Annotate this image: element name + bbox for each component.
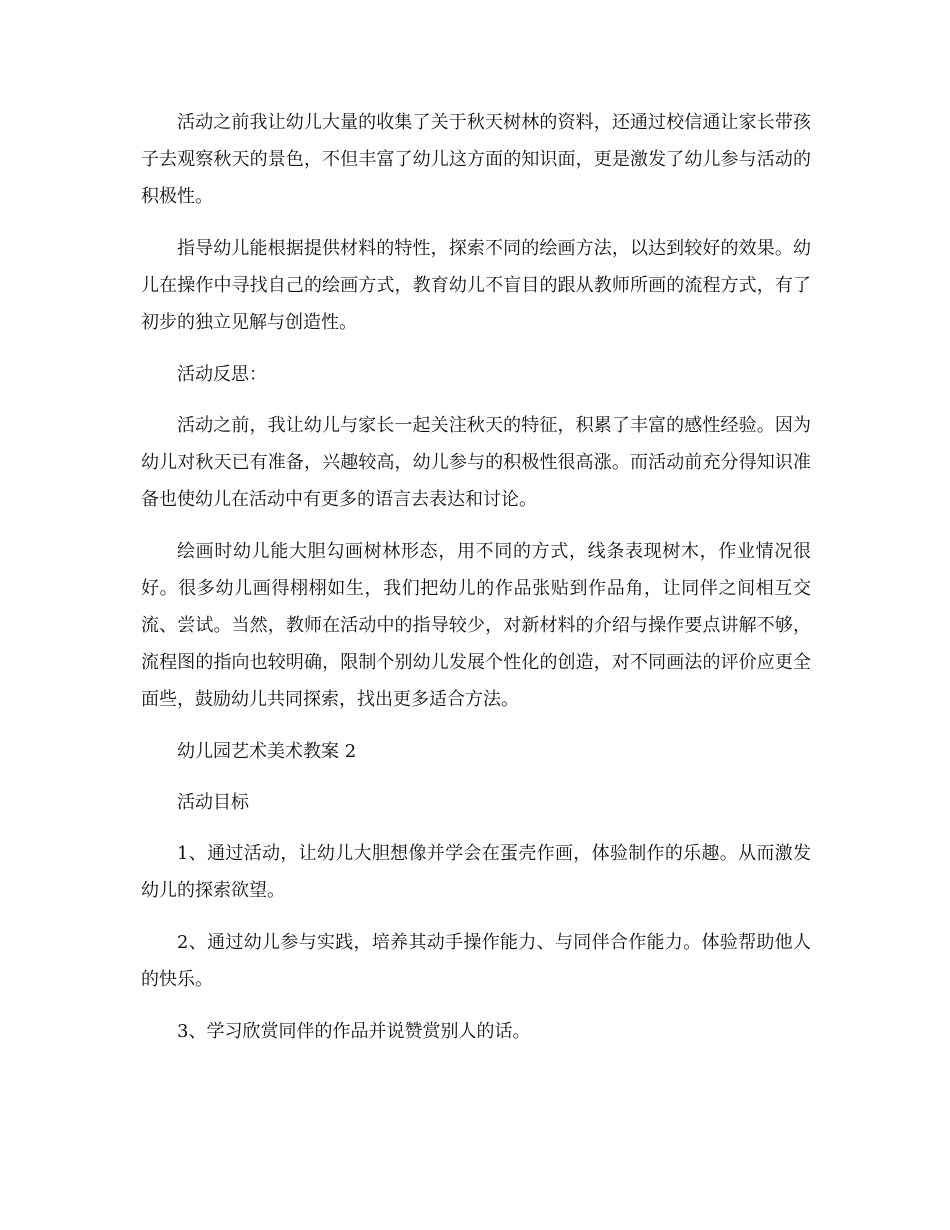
heading-activity-goals: 活动目标: [177, 792, 249, 813]
paragraph-guidance: 指导幼儿能根据提供材料的特性，探索不同的绘画方法，以达到较好的效果。幼儿在操作中寻找自己的绘画方式，教育幼儿不盲目的跟从教师所画的流程方式，有了初步的独立见解与创造性。: [141, 238, 811, 333]
paragraph-preparation: 活动之前我让幼儿大量的收集了关于秋天树林的资料，还通过校信通让家长带孩子去观察秋天的景色，不但丰富了幼儿这方面的知识面，更是激发了幼儿参与活动的积极性。: [141, 112, 811, 207]
goal-item-1: 1、通过活动，让幼儿大胆想像并学会在蛋壳作画，体验制作的乐趣。从而激发幼儿的探索欲望。: [141, 843, 811, 901]
paragraph-reflection-1: 活动之前，我让幼儿与家长一起关注秋天的特征，积累了丰富的感性经验。因为幼儿对秋天已有准备，兴趣较高，幼儿参与的积极性很高涨。而活动前充分得知识准备也使幼儿在活动中有更多的语言去表达和讨论。: [141, 415, 811, 510]
heading-lesson-plan-2: 幼儿园艺术美术教案 2: [177, 741, 357, 762]
goal-item-2: 2、通过幼儿参与实践，培养其动手操作能力、与同伴合作能力。体验帮助他人的快乐。: [141, 932, 811, 990]
heading-reflection: 活动反思：: [177, 364, 267, 385]
paragraph-reflection-2: 绘画时幼儿能大胆勾画树林形态，用不同的方式，线条表现树木，作业情况很好。很多幼儿画得栩栩如生，我们把幼儿的作品张贴到作品角，让同伴之间相互交流、尝试。当然，教师在活动中的指导较少，对新材料的介绍与操作要点讲解不够，流程图的指向也较明确，限制个别幼儿发展个性化的创造，对不同画法的评价应更全面些，鼓励幼儿共同探索，找出更多适合方法。: [141, 541, 811, 710]
document-body: [141, 104, 811, 1065]
goal-item-3: 3、学习欣赏同伴的作品并说赞赏别人的话。: [177, 1021, 531, 1042]
